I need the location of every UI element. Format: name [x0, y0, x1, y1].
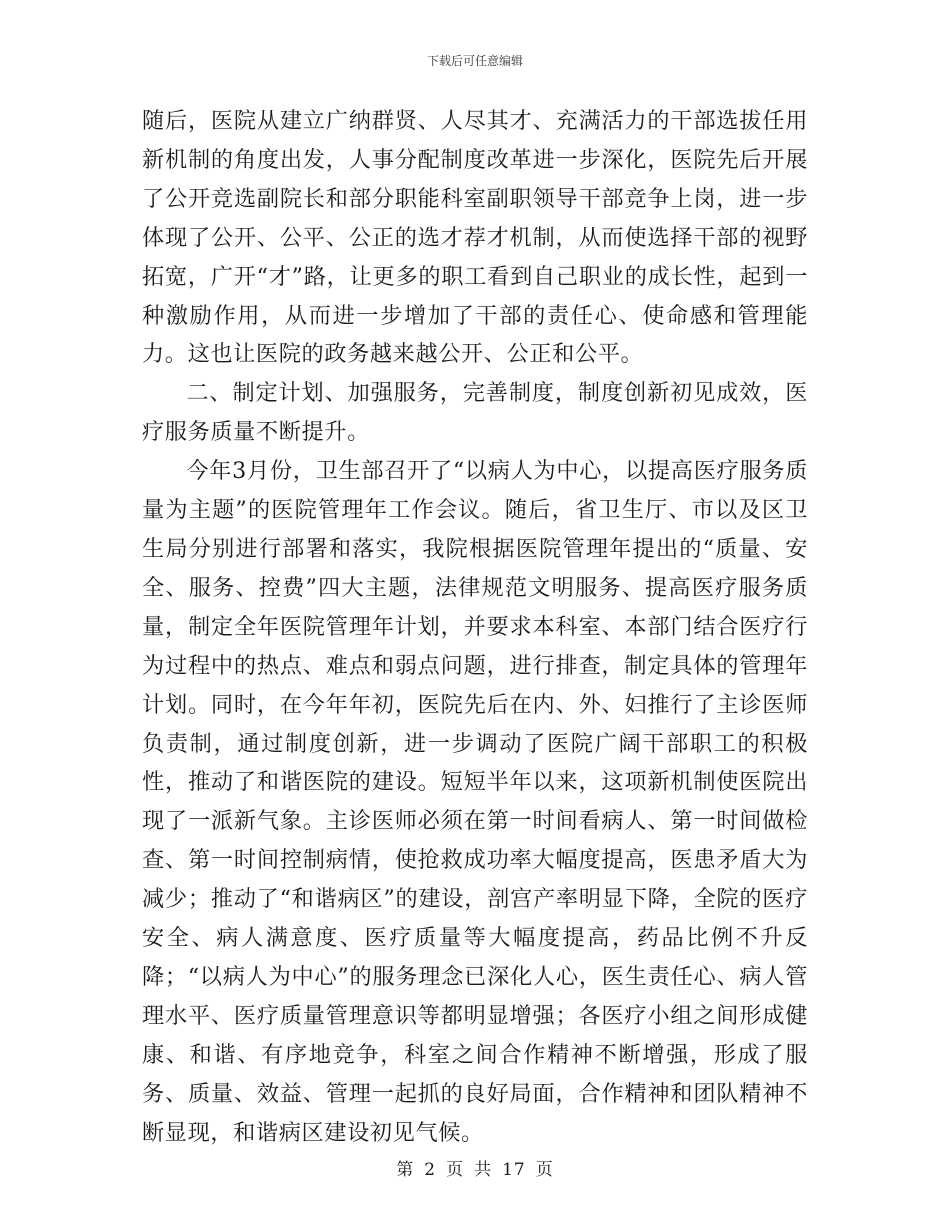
page-footer	[0, 1155, 950, 1180]
footer-total-prefix: 共	[474, 1160, 493, 1180]
footer-page-suffix: 页	[535, 1160, 554, 1180]
paragraph-body: 今年3月份，卫生部召开了“以病人为中心，以提高医疗服务质量为主题”的医院管理年工作会议。随后，省卫生厅、市以及区卫生局分别进行部署和落实，我院根据医院管理年提出的“质量、安全、服务、控费”四大主题，法律规范文明服务、提高医疗服务质量，制定全年医院管理年计划，并要求本科室、本部门结合医疗行为过程中的热点、难点和弱点问题，进行排查，制定具体的管理年计划。同时，在今年年初，医院先后在内、外、妇推行了主诊医师负责制，通过制度创新，进一步调动了医院广阔干部职工的积极性，推动了和谐医院的建设。短短半年以来，这项新机制使医院出现了一派新气象。主诊医师必须在第一时间看病人、第一时间做检查、第一时间控制病情，使抢救成功率大幅度提高，医患矛盾大为减少；推动了“和谐病区”的建设，剖宫产率明显下降，全院的医疗安全、病人满意度、医疗质量等大幅度提高，药品比例不升反降；“以病人为中心”的服务理念已深化人心，医生责任心、病人管理水平、医疗质量管理意识等都明显增强；各医疗小组之间形成健康、和谐、有序地竞争，科室之间合作精神不断增强，形成了服务、质量、效益、管理一起抓的良好局面，合作精神和团队精神不断显现，和谐病区建设初见气候。	[142, 458, 808, 1146]
paragraph-continuation: 随后，医院从建立广纳群贤、人尽其才、充满活力的干部选拔任用新机制的角度出发，人事分配制度改革进一步深化，医院先后开展了公开竞选副院长和部分职能科室副职领导干部竞争上岗，进一步体现了公开、公平、公正的选才荐才机制，从而使选择干部的视野拓宽，广开“才”路，让更多的职工看到自己职业的成长性，起到一种激励作用，从而进一步增加了干部的责任心、使命感和管理能力。这也让医院的政务越来越公开、公正和公平。	[142, 108, 808, 368]
page-header: 下载后可任意编辑	[426, 54, 523, 68]
footer-page-mid: 页	[446, 1160, 465, 1180]
footer-total-pages: 17	[502, 1160, 526, 1180]
footer-current-page: 2	[424, 1160, 437, 1180]
paragraph-section-heading: 二、制定计划、加强服务，完善制度，制度创新初见成效，医疗服务质量不断提升。	[142, 380, 808, 446]
document-body	[142, 102, 808, 1152]
footer-page-prefix: 第	[396, 1160, 415, 1180]
